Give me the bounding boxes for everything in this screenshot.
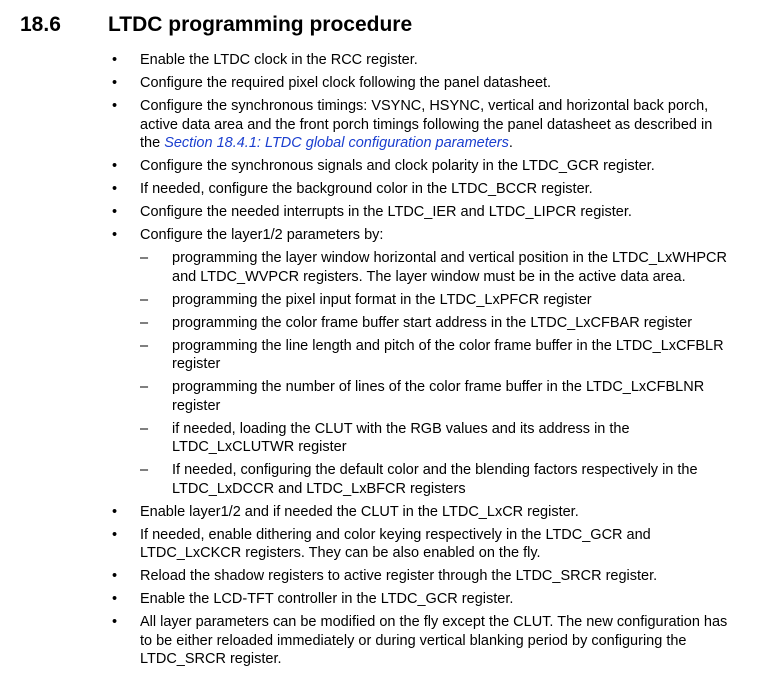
dash-marker: – xyxy=(140,250,149,266)
list-item-text: All layer parameters can be modified on the fly except the CLUT. The new configuration has to be either reloaded immediately or during vertical blanking period by configuring the LTDC_SRCR register. xyxy=(140,614,728,667)
dash-marker: – xyxy=(140,314,149,331)
list-item xyxy=(0,613,765,669)
sublist-item-text: programming the layer window horizontal and vertical position in the LTDC_LxWHPCR and LTDC_WVPCR registers. The layer window must be in the active data area. xyxy=(172,250,728,285)
sublist-item-text: if needed, loading the CLUT with the RGB values and its address in the LTDC_LxCLUTWR register xyxy=(172,420,630,455)
list-item xyxy=(0,97,765,153)
bullet-marker: • xyxy=(112,75,118,91)
list-item xyxy=(0,526,765,563)
list-item xyxy=(0,503,765,522)
bullet-marker: • xyxy=(112,568,118,584)
layer-parameters-sublist xyxy=(140,249,729,498)
section-heading xyxy=(20,10,745,40)
list-item xyxy=(0,567,765,586)
dash-marker: – xyxy=(140,379,149,395)
list-item-text: Reload the shadow registers to active register through the LTDC_SRCR register. xyxy=(140,568,658,584)
sublist-item xyxy=(140,337,729,374)
list-item-text: Configure the needed interrupts in the LTDC_IER and LTDC_LIPCR register. xyxy=(140,204,632,220)
sublist-item xyxy=(140,378,729,415)
bullet-marker: • xyxy=(112,204,118,220)
list-item xyxy=(0,203,765,222)
list-item-text: Configure the synchronous timings: VSYNC, HSYNC, vertical and horizontal back porch, active data area and the front porch timings following the panel datasheet as described in the xyxy=(140,98,713,151)
bullet-marker: • xyxy=(112,614,118,630)
list-item xyxy=(0,590,765,609)
bullet-marker: • xyxy=(112,181,118,197)
list-item-text: Enable layer1/2 and if needed the CLUT in the LTDC_LxCR register. xyxy=(140,503,579,520)
dash-marker: – xyxy=(140,291,149,308)
dash-marker: – xyxy=(140,337,149,354)
procedure-content xyxy=(0,51,765,673)
list-item-text: Configure the synchronous signals and clock polarity in the LTDC_GCR register. xyxy=(140,158,655,174)
list-item-text: Configure the required pixel clock following the panel datasheet. xyxy=(140,75,552,91)
dash-marker: – xyxy=(140,462,149,478)
sublist-item-text: If needed, configuring the default color and the blending factors respectively in the LTDC_LxDCCR and LTDC_LxBFCR registers xyxy=(172,462,698,497)
sublist-item-text: programming the line length and pitch of the color frame buffer in the LTDC_LxCFBLR register xyxy=(172,337,724,372)
sublist-item xyxy=(140,420,729,457)
dash-marker: – xyxy=(140,420,149,437)
sublist-item xyxy=(140,314,729,333)
list-item-text: If needed, configure the background color in the LTDC_BCCR register. xyxy=(140,181,593,197)
list-item-text: If needed, enable dithering and color keying respectively in the LTDC_GCR and LTDC_LxCKCR registers. They can be also enabled on the fly. xyxy=(140,526,651,561)
bullet-marker: • xyxy=(112,227,118,243)
section-number: 18.6 xyxy=(20,13,61,36)
sublist-item-text: programming the pixel input format in the LTDC_LxPFCR register xyxy=(172,291,592,308)
list-item xyxy=(0,226,765,498)
list-item xyxy=(0,74,765,93)
list-item-text: Configure the layer1/2 parameters by: xyxy=(140,227,384,243)
section-title: LTDC programming procedure xyxy=(108,13,413,36)
list-item xyxy=(0,180,765,199)
list-item xyxy=(0,51,765,70)
bullet-marker: • xyxy=(112,526,118,543)
sublist-item xyxy=(140,291,729,310)
sublist-item xyxy=(140,461,729,498)
bullet-marker: • xyxy=(112,503,118,520)
list-item-text: Enable the LCD-TFT controller in the LTDC_GCR register. xyxy=(140,591,514,607)
bullet-marker: • xyxy=(112,52,118,68)
list-item-text: Enable the LTDC clock in the RCC register. xyxy=(140,52,418,68)
sublist-item xyxy=(140,249,729,286)
sublist-item-text: programming the number of lines of the color frame buffer in the LTDC_LxCFBLNR register xyxy=(172,379,705,414)
list-item-text-end: . xyxy=(508,135,513,151)
bullet-marker: • xyxy=(112,158,118,174)
bullet-marker: • xyxy=(112,591,118,607)
section-link[interactable]: Section 18.4.1: LTDC global configuration parameters xyxy=(164,135,509,151)
list-item xyxy=(0,157,765,176)
procedure-list xyxy=(0,51,765,669)
sublist-item-text: programming the color frame buffer start address in the LTDC_LxCFBAR register xyxy=(172,314,693,331)
bullet-marker: • xyxy=(112,98,118,114)
